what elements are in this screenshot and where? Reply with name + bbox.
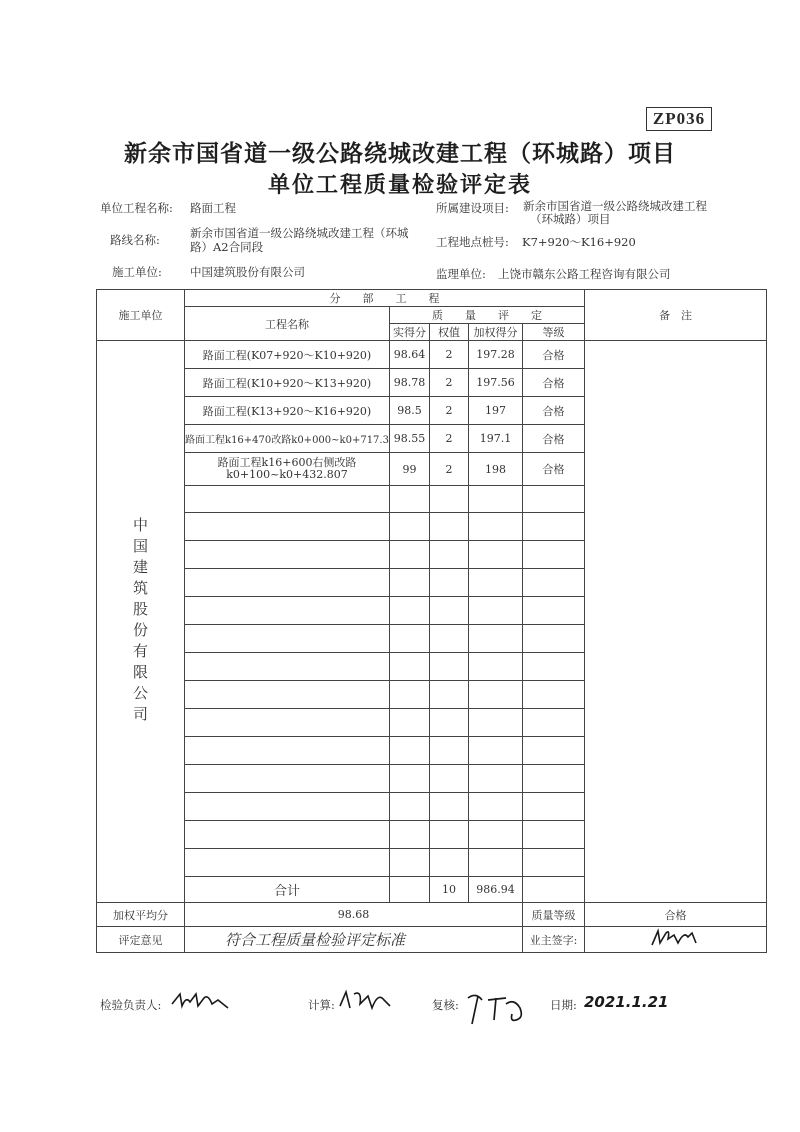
row-2-grade: 合格 (523, 369, 585, 397)
calc-label: 计算: (308, 998, 335, 1012)
row-5-grade: 合格 (523, 453, 585, 486)
review-signature (462, 990, 552, 1030)
opinion-value: 符合工程质量检验评定标准 (185, 927, 523, 953)
row-4-name: 路面工程k16+470改路k0+000~k0+717.3 (185, 425, 390, 453)
route-value-1: 新余市国省道一级公路绕城改建工程（环城 (190, 226, 409, 240)
row-4-weighted: 197.1 (469, 425, 523, 453)
total-label: 合计 (185, 877, 390, 903)
inspector-label: 检验负责人: (100, 998, 162, 1012)
row-3-name: 路面工程(K13+920～K16+920) (185, 397, 390, 425)
header-builder: 施工单位 (97, 290, 185, 341)
total-weight: 10 (430, 877, 469, 903)
form-code: ZP036 (646, 107, 712, 131)
supervisor-label: 监理单位: (436, 267, 486, 281)
location-label: 工程地点桩号: (436, 235, 509, 249)
calc-signature (336, 986, 396, 1014)
row-5-weight: 2 (430, 453, 469, 486)
row-3-score: 98.5 (390, 397, 430, 425)
row-5-name-cell (185, 453, 390, 486)
owner-project-value-1: 新余市国省道一级公路绕城改建工程 (523, 199, 707, 213)
unit-project-label: 单位工程名称: (100, 201, 173, 215)
owner-signature (646, 927, 706, 949)
owner-project-label: 所属建设项目: (436, 201, 509, 215)
header-score: 实得分 (390, 324, 430, 341)
row-1-name: 路面工程(K07+920～K10+920) (185, 341, 390, 369)
location-value: K7+920～K16+920 (522, 235, 636, 249)
header-division: 分 部 工 程 (185, 290, 585, 307)
row-1-weighted: 197.28 (469, 341, 523, 369)
date-label: 日期: (550, 998, 577, 1012)
row-1-grade: 合格 (523, 341, 585, 369)
row-2-name: 路面工程(K10+920～K13+920) (185, 369, 390, 397)
row-1-score: 98.64 (390, 341, 430, 369)
builder-value: 中国建筑股份有限公司 (190, 265, 305, 279)
header-weighted: 加权得分 (469, 324, 523, 341)
builder-vertical-text: 中国建筑股份有限公司 (131, 516, 149, 727)
review-label: 复核: (432, 998, 459, 1012)
assessment-table (96, 289, 767, 953)
builder-label: 施工单位: (112, 265, 162, 279)
total-grade (523, 877, 585, 903)
header-grade: 等级 (523, 324, 585, 341)
title-line-1: 新余市国省道一级公路绕城改建工程（环城路）项目 (124, 140, 676, 167)
row-2-weighted: 197.56 (469, 369, 523, 397)
avg-label: 加权平均分 (97, 903, 185, 927)
total-score (390, 877, 430, 903)
row-2-weight: 2 (430, 369, 469, 397)
owner-signature-cell (585, 927, 767, 953)
unit-project-value: 路面工程 (190, 201, 236, 215)
remark-cell (585, 341, 767, 903)
header-quality: 质 量 评 定 (390, 307, 585, 324)
row-3-weight: 2 (430, 397, 469, 425)
total-weighted: 986.94 (469, 877, 523, 903)
row-3-weighted: 197 (469, 397, 523, 425)
supervisor-value: 上饶市赣东公路工程咨询有限公司 (498, 267, 671, 281)
row-2-score: 98.78 (390, 369, 430, 397)
owner-project-value-2: （环城路）项目 (530, 212, 611, 226)
quality-grade-value: 合格 (585, 903, 767, 927)
row-5-name: 路面工程k16+600右侧改路 (217, 456, 357, 469)
row-3-grade: 合格 (523, 397, 585, 425)
header-project-name: 工程名称 (185, 307, 390, 341)
header-remark: 备 注 (585, 290, 767, 341)
avg-value: 98.68 (185, 903, 523, 927)
opinion-label: 评定意见 (97, 927, 185, 953)
owner-sign-label: 业主签字: (523, 927, 585, 953)
row-4-grade: 合格 (523, 425, 585, 453)
route-label: 路线名称: (110, 233, 160, 247)
row-5-name-line2: k0+100~k0+432.807 (226, 468, 348, 481)
route-value-2: 路）A2合同段 (190, 240, 264, 254)
row-5-score: 99 (390, 453, 430, 486)
row-4-score: 98.55 (390, 425, 430, 453)
header-weight: 权值 (430, 324, 469, 341)
inspector-signature (168, 988, 238, 1014)
row-5-weighted: 198 (469, 453, 523, 486)
title-line-2: 单位工程质量检验评定表 (267, 172, 532, 198)
row-4-weight: 2 (430, 425, 469, 453)
quality-grade-label: 质量等级 (523, 903, 585, 927)
builder-vertical-cell (97, 341, 185, 903)
date-value: 2021.1.21 (584, 993, 669, 1011)
row-1-weight: 2 (430, 341, 469, 369)
